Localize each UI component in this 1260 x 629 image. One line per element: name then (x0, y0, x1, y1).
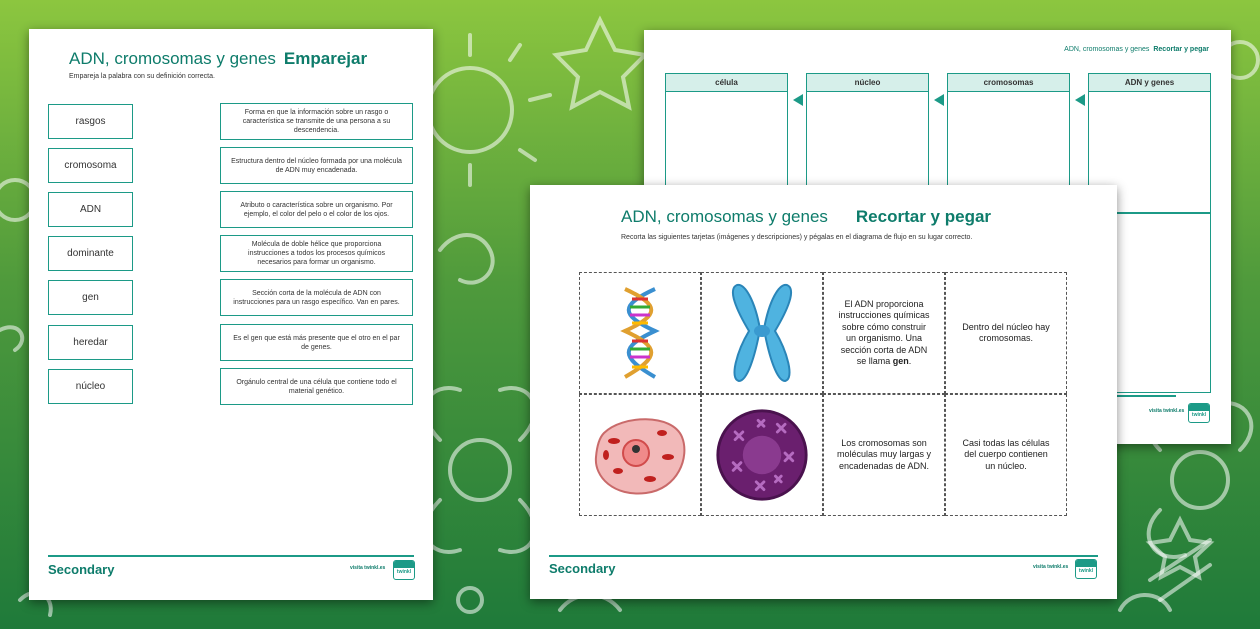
card-chromosome-image (701, 272, 823, 394)
worksheet-recortar-pegar (530, 185, 1117, 599)
nucleus-icon (714, 405, 810, 505)
sheet-instructions: Recorta las siguientes tarjetas (imágenes y descripciones) y pégalas en el diagrama de flujo en su lugar correcto. (621, 234, 973, 241)
definition-card: Es el gen que está más presente que el otro en el par de genes. (220, 324, 413, 361)
card-text: Dentro del núcleo hay cromosomas. (962, 321, 1050, 343)
cut-out-cards (579, 272, 1070, 519)
footer-divider (549, 555, 1098, 557)
card-nucleus-text (945, 272, 1067, 394)
flow-arrow-icon (934, 94, 944, 106)
card-chromosome-text (823, 394, 945, 516)
sheet-instructions: Empareja la palabra con su definición correcta. (69, 73, 215, 80)
flow-arrow-icon (793, 94, 803, 106)
twinkl-logo: twinkl (393, 560, 415, 580)
word-card-heredar: heredar (48, 325, 133, 360)
card-cell-text (945, 394, 1067, 516)
flow-arrow-icon (1075, 94, 1085, 106)
footer-divider (1117, 395, 1176, 397)
word-card-rasgos: rasgos (48, 104, 133, 139)
worksheet-emparejar (29, 29, 433, 600)
card-dna-text (823, 272, 945, 394)
card-cell-image (579, 394, 701, 516)
card-nucleus-image (701, 394, 823, 516)
word-card-cromosoma: cromosoma (48, 148, 133, 183)
flow-column-title: ADN y genes (1089, 74, 1210, 92)
flow-column-title: célula (666, 74, 787, 92)
footer-brand: Secondary (549, 561, 616, 576)
definition-card: Estructura dentro del núcleo formada por una molécula de ADN muy encadenada. (220, 147, 413, 184)
footer-link[interactable]: visita twinkl.es (350, 565, 386, 571)
card-text: Los cromosomas son moléculas muy largas y encadenadas de ADN. (836, 437, 932, 471)
footer-link[interactable]: visita twinkl.es (1149, 408, 1185, 414)
definition-card: Molécula de doble hélice que proporciona instrucciones a todos los procesos químicos necesarios para formar un organismo. (220, 235, 413, 272)
cell-icon (592, 413, 688, 497)
card-text: El ADN proporciona instrucciones químicas sobre cómo construir un organismo. Una sección corta de ADN se llama gen. (838, 298, 930, 366)
definition-card: Sección corta de la molécula de ADN con instrucciones para un rasgo específico. Van en pares. (220, 279, 413, 316)
definition-card: Atributo o característica sobre un organismo. Por ejemplo, el color del pelo o el color de los ojos. (220, 191, 413, 228)
flow-column-title: núcleo (807, 74, 928, 92)
card-dna-image (579, 272, 701, 394)
sheet-header: ADN, cromosomas y genes Recortar y pegar (1064, 46, 1209, 53)
word-card-dominante: dominante (48, 236, 133, 271)
definition-card: Forma en que la información sobre un rasgo o característica se transmite de una persona a su descendencia. (220, 103, 413, 140)
word-card-adn: ADN (48, 192, 133, 227)
word-card-gen: gen (48, 280, 133, 315)
sheet-title: ADN, cromosomas y genes Recortar y pegar (621, 207, 992, 226)
dna-helix-icon (610, 285, 670, 381)
footer-link[interactable]: visita twinkl.es (1033, 564, 1069, 570)
flow-column-title: cromosomas (948, 74, 1069, 92)
word-card-nucleo: núcleo (48, 369, 133, 404)
definition-card: Orgánulo central de una célula que contiene todo el material genético. (220, 368, 413, 405)
card-text: Casi todas las células del cuerpo contienen un núcleo. (962, 437, 1050, 471)
chromosome-icon (727, 281, 797, 385)
sheet-title: ADN, cromosomas y genes Emparejar (69, 49, 368, 68)
twinkl-logo: twinkl (1075, 559, 1097, 579)
footer-divider (48, 555, 414, 557)
twinkl-logo: twinkl (1188, 403, 1210, 423)
footer-brand: Secondary (48, 562, 115, 577)
